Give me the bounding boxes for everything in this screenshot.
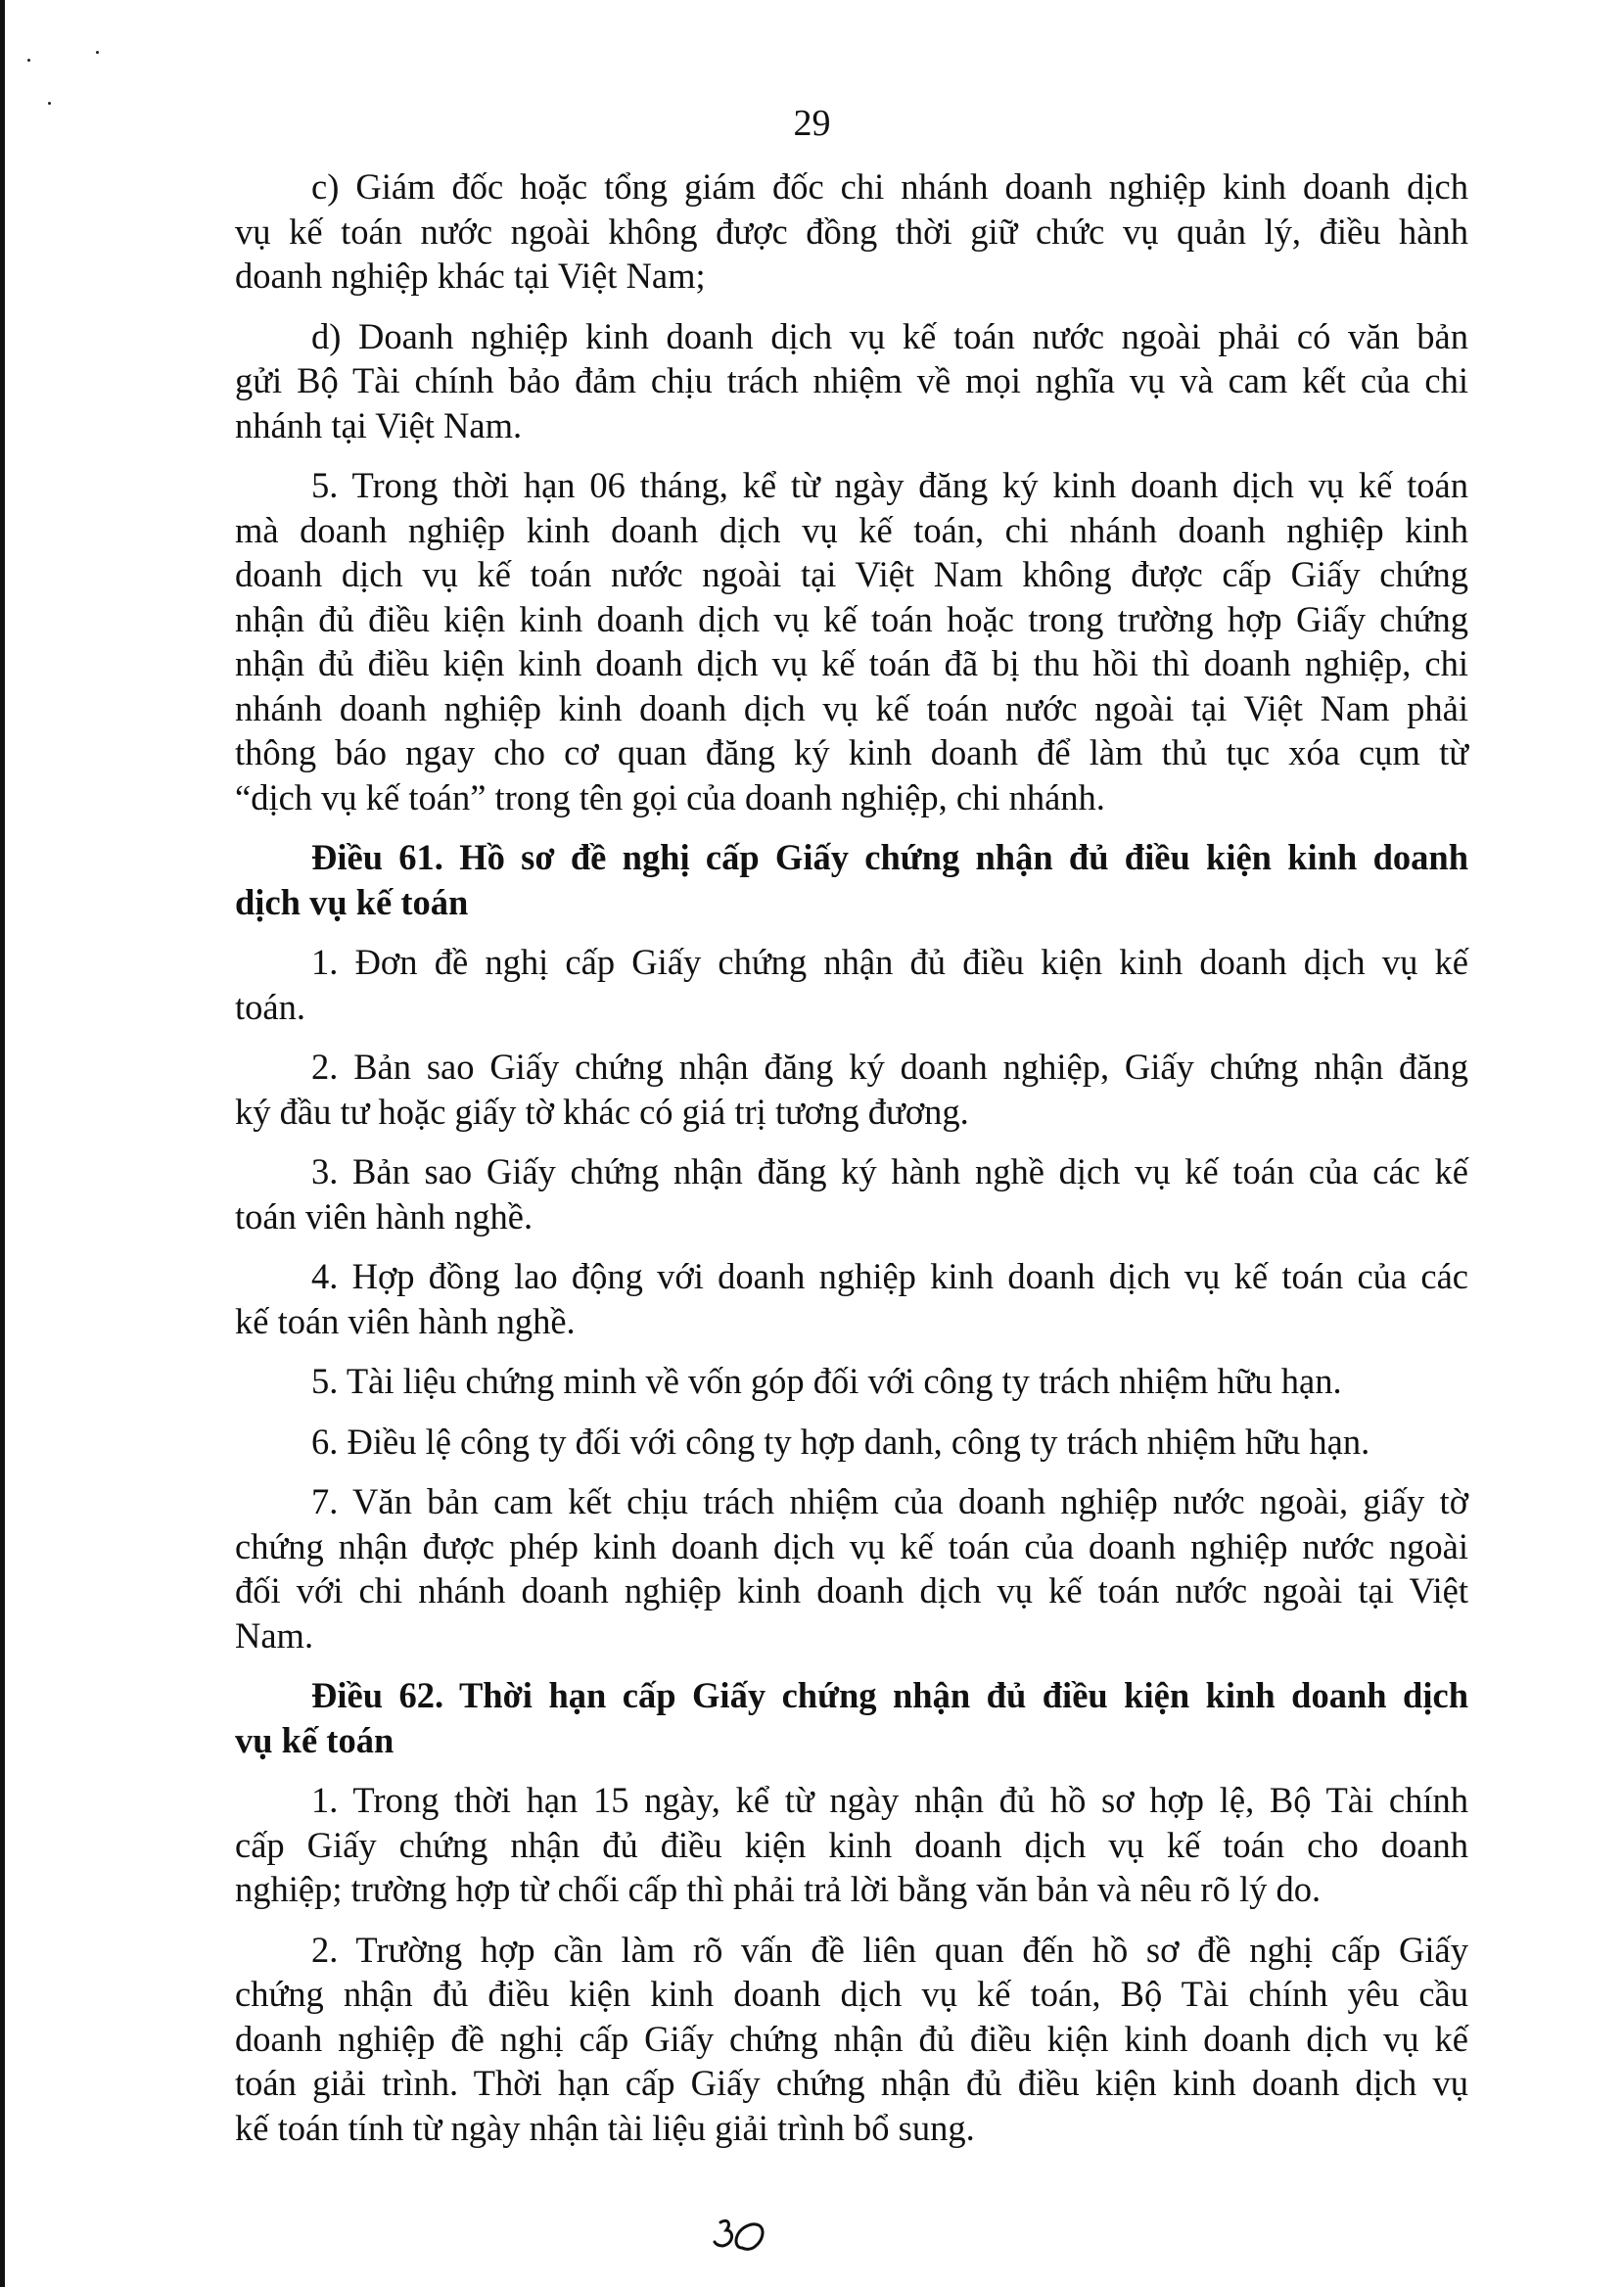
text-line: d) Doanh nghiệp kinh doanh dịch vụ kế toán nước ngoài phải có văn bản — [311, 315, 1468, 356]
text-line: nhánh doanh nghiệp kinh doanh dịch vụ kế toán nước ngoài tại Việt Nam phải — [235, 687, 1468, 728]
text-line: đối với chi nhánh doanh nghiệp kinh doanh dịch vụ kế toán nước ngoài tại Việt — [235, 1570, 1468, 1610]
text-line: Điều 61. Hồ sơ đề nghị cấp Giấy chứng nhận đủ điều kiện kinh doanh — [311, 837, 1468, 877]
text-line: 7. Văn bản cam kết chịu trách nhiệm của doanh nghiệp nước ngoài, giấy tờ — [311, 1481, 1468, 1521]
text-line: vụ kế toán nước ngoài không được đồng thời giữ chức vụ quản lý, điều hành — [235, 210, 1468, 252]
paragraph — [235, 1254, 1468, 1343]
text-line: vụ kế toán — [235, 1719, 394, 1760]
article-heading — [235, 1673, 1468, 1762]
text-line: 3. Bản sao Giấy chứng nhận đăng ký hành nghề dịch vụ kế toán của các kế — [311, 1151, 1468, 1191]
text-line: gửi Bộ Tài chính bảo đảm chịu trách nhiệm về mọi nghĩa vụ và cam kết của chi — [235, 360, 1468, 400]
text-line: chứng nhận đủ điều kiện kinh doanh dịch vụ kế toán, Bộ Tài chính yêu cầu — [235, 1974, 1468, 2014]
text-line: cấp Giấy chứng nhận đủ điều kiện kinh doanh dịch vụ kế toán cho doanh — [235, 1824, 1468, 1865]
text-line: 1. Đơn đề nghị cấp Giấy chứng nhận đủ điều kiện kinh doanh dịch vụ kế — [311, 942, 1468, 982]
text-line: toán viên hành nghề. — [235, 1195, 534, 1237]
text-line: 4. Hợp đồng lao động với doanh nghiệp kinh doanh dịch vụ kế toán của các — [311, 1256, 1468, 1296]
text-line: thông báo ngay cho cơ quan đăng ký kinh doanh để làm thủ tục xóa cụm từ — [235, 732, 1468, 772]
text-line: Điều 62. Thời hạn cấp Giấy chứng nhận đủ điều kiện kinh doanh dịch — [311, 1675, 1468, 1715]
text-line: toán giải trình. Thời hạn cấp Giấy chứng nhận đủ điều kiện kinh doanh dịch vụ — [235, 2063, 1468, 2103]
text-line: Nam. — [235, 1614, 314, 1656]
text-line: nhận đủ điều kiện kinh doanh dịch vụ kế toán đã bị thu hồi thì doanh nghiệp, chi — [235, 643, 1468, 683]
paragraph — [235, 940, 1468, 1029]
text-line: 2. Bản sao Giấy chứng nhận đăng ký doanh nghiệp, Giấy chứng nhận đăng — [311, 1047, 1468, 1087]
text-line: doanh nghiệp khác tại Việt Nam; — [235, 256, 706, 296]
text-line: dịch vụ kế toán — [235, 881, 469, 922]
document-body — [235, 164, 1468, 2166]
text-line: 1. Trong thời hạn 15 ngày, kể từ ngày nhận đủ hồ sơ hợp lệ, Bộ Tài chính — [311, 1780, 1468, 1820]
scan-edge — [0, 0, 5, 2287]
text-line: kế toán tính từ ngày nhận tài liệu giải trình bổ sung. — [235, 2107, 975, 2148]
text-line: nhận đủ điều kiện kinh doanh dịch vụ kế toán hoặc trong trường hợp Giấy chứng — [235, 598, 1468, 639]
text-line: mà doanh nghiệp kinh doanh dịch vụ kế toán, chi nhánh doanh nghiệp kinh — [235, 509, 1468, 550]
article-heading — [235, 835, 1468, 924]
text-line: 5. Trong thời hạn 06 tháng, kể từ ngày đăng ký kinh doanh dịch vụ kế toán — [311, 465, 1468, 505]
text-line: 5. Tài liệu chứng minh về vốn góp đối với công ty trách nhiệm hữu hạn. — [311, 1361, 1342, 1401]
scan-speck — [27, 59, 30, 62]
text-line: toán. — [235, 986, 305, 1027]
text-line: 2. Trường hợp cần làm rõ vấn đề liên quan đến hồ sơ đề nghị cấp Giấy — [311, 1929, 1468, 1970]
text-line: doanh nghiệp đề nghị cấp Giấy chứng nhận đủ điều kiện kinh doanh dịch vụ kế — [235, 2018, 1468, 2059]
text-line: nghiệp; trường hợp từ chối cấp thì phải trả lời bằng văn bản và nêu rõ lý do. — [235, 1869, 1322, 1909]
page-number: 29 — [793, 103, 831, 144]
paragraph — [235, 1420, 1468, 1465]
paragraph — [235, 463, 1468, 819]
text-line: chứng nhận được phép kinh doanh dịch vụ kế toán của doanh nghiệp nước ngoài — [235, 1525, 1468, 1566]
paragraph — [235, 1359, 1468, 1404]
text-line: 6. Điều lệ công ty đối với công ty hợp danh, công ty trách nhiệm hữu hạn. — [311, 1421, 1370, 1462]
paragraph — [235, 314, 1468, 448]
paragraph — [235, 164, 1468, 299]
paragraph — [235, 1778, 1468, 1912]
text-line: c) Giám đốc hoặc tổng giám đốc chi nhánh doanh nghiệp kinh doanh dịch — [311, 166, 1468, 207]
scan-speck — [96, 51, 99, 54]
paragraph — [235, 1479, 1468, 1657]
paragraph — [235, 1928, 1468, 2151]
text-line: “dịch vụ kế toán” trong tên gọi của doanh nghiệp, chi nhánh. — [235, 776, 1105, 817]
text-line: ký đầu tư hoặc giấy tờ khác có giá trị tương đương. — [235, 1091, 969, 1132]
paragraph — [235, 1045, 1468, 1134]
text-line: nhánh tại Việt Nam. — [235, 404, 523, 445]
handwritten-page-mark — [713, 2215, 771, 2262]
text-line: kế toán viên hành nghề. — [235, 1300, 576, 1341]
text-line: doanh dịch vụ kế toán nước ngoài tại Việt Nam không được cấp Giấy chứng — [235, 554, 1468, 594]
paragraph — [235, 1149, 1468, 1238]
